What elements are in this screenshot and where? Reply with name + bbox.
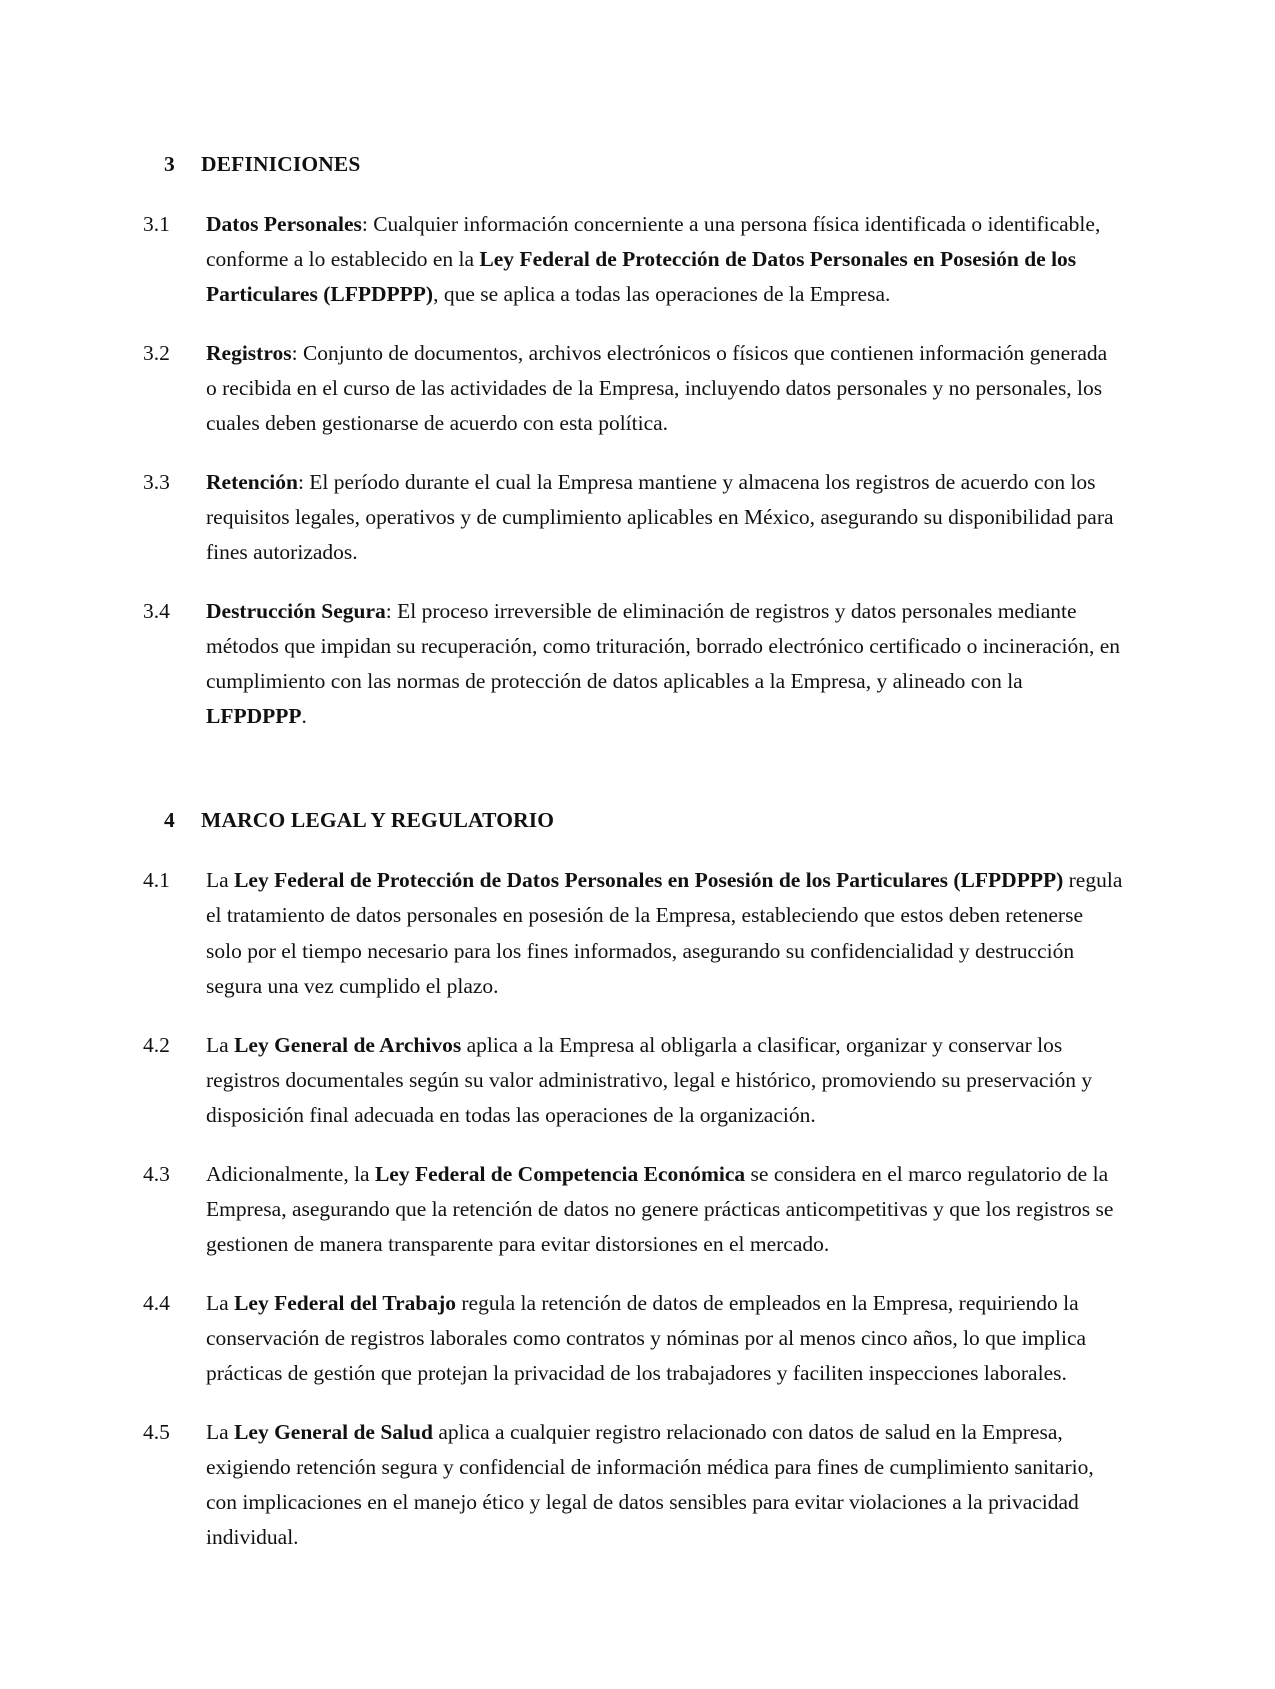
clause-number: 3.1: [143, 212, 170, 237]
clause-run: , que se aplica a todas las operaciones de la Empresa.: [433, 282, 891, 307]
clause-run: aplica a cualquier registro relacionado con datos de salud en la Empresa, exigiendo retención segura y confidencial de información médica para fines de cumplimiento sanitario, con implicaciones en el manejo ético y legal de datos sensibles para evitar violaciones a la privacidad individual.: [206, 1419, 1094, 1549]
clause-text: [206, 594, 1123, 734]
clause-text: [206, 1028, 1123, 1133]
clause: [143, 336, 1123, 441]
clause: [143, 1028, 1123, 1133]
section-title: MARCO LEGAL Y REGULATORIO: [201, 808, 555, 833]
clause-run: : Conjunto de documentos, archivos electrónicos o físicos que contienen información generada o recibida en el curso de las actividades de la Empresa, incluyendo datos personales y no personales, los cuales deben gestionarse de acuerdo con esta política.: [206, 341, 1108, 436]
clause-run: : El proceso irreversible de eliminación de registros y datos personales mediante métodos que impidan su recuperación, como trituración, borrado electrónico certificado o incineración, en cumplimiento con las normas de protección de datos aplicables a la Empresa, y alineado con la: [206, 599, 1120, 694]
clause: [143, 1286, 1123, 1391]
clause-term: Destrucción Segura: [206, 599, 386, 624]
clause-term: Ley Federal de Competencia Económica: [374, 1161, 746, 1186]
section-block: [143, 806, 1123, 1555]
clause-text: [206, 465, 1123, 570]
clause-term: Retención: [206, 470, 298, 495]
clause: [143, 1157, 1123, 1262]
clause-run: La: [206, 1032, 235, 1057]
clause-run: La: [206, 868, 235, 893]
clause-number: 4.4: [143, 1290, 170, 1315]
clause-number: 4.1: [143, 868, 170, 893]
clause-number: 4.5: [143, 1419, 170, 1444]
clause-number: 4.3: [143, 1161, 170, 1186]
clause-run: regula el tratamiento de datos personales en posesión de la Empresa, estableciendo que estos deben retenerse solo por el tiempo necesario para los fines informados, asegurando su confidencialidad y destrucción segura una vez cumplido el plazo.: [206, 868, 1123, 998]
clause-run: La: [206, 1419, 235, 1444]
clause-run: : El período durante el cual la Empresa mantiene y almacena los registros de acuerdo con los requisitos legales, operativos y de cumplimiento aplicables en México, asegurando su disponibilidad para fines autorizados.: [206, 470, 1114, 565]
clause-run: La: [206, 1290, 235, 1315]
clause-run: regula la retención de datos de empleados en la Empresa, requiriendo la conservación de registros laborales como contratos y nóminas por al menos cinco años, lo que implica prácticas de gestión que protejan la privacidad de los trabajadores y faciliten inspecciones laborales.: [206, 1290, 1087, 1385]
section-block: [143, 150, 1123, 734]
clause-number: 3.3: [143, 470, 170, 495]
clause-term: Ley Federal del Trabajo: [234, 1290, 457, 1315]
section-number: 3: [164, 152, 175, 176]
clause: [143, 207, 1123, 312]
clause: [143, 594, 1123, 734]
section-title: DEFINICIONES: [201, 152, 361, 176]
clause: [143, 863, 1123, 1003]
clause-text: [206, 336, 1123, 441]
clause-number: 3.4: [143, 599, 170, 624]
clause-text: [206, 1157, 1123, 1262]
clause-number: 3.2: [143, 341, 170, 366]
clause-text: [206, 207, 1123, 312]
clause-term: LFPDPPP: [206, 704, 302, 729]
section-heading: [143, 150, 1123, 179]
section-heading: [143, 806, 1123, 835]
clause: [143, 1415, 1123, 1555]
clause-run: : Cualquier información concerniente a una persona física identificada o identificable, conforme a lo establecido en la: [206, 212, 1101, 272]
clause-run: aplica a la Empresa al obligarla a clasificar, organizar y conservar los registros documentales según su valor administrativo, legal e histórico, promoviendo su preservación y disposición final adecuada en todas las operaciones de la organización.: [206, 1032, 1093, 1127]
section-number: 4: [164, 808, 175, 833]
clause-term: Registros: [206, 341, 292, 366]
clause-term: Ley General de Archivos: [234, 1032, 462, 1057]
clause-term: Ley Federal de Protección de Datos Personales en Posesión de los Particulares (LFPDPPP): [234, 868, 1064, 893]
document-body: [143, 150, 1123, 1555]
clause-term: Ley Federal de Protección de Datos Personales en Posesión de los Particulares (LFPDPPP): [206, 247, 1077, 307]
clause: [143, 465, 1123, 570]
clause-term: Datos Personales: [206, 212, 362, 237]
clause-text: [206, 1415, 1123, 1555]
clause-run: se considera en el marco regulatorio de la Empresa, asegurando que la retención de datos no genere prácticas anticompetitivas y que los registros se gestionen de manera transparente para evitar distorsiones en el mercado.: [206, 1161, 1114, 1256]
clause-run: Adicionalmente, la: [206, 1161, 375, 1186]
clause-text: [206, 1286, 1123, 1391]
clause-number: 4.2: [143, 1032, 170, 1057]
clause-run: .: [301, 704, 307, 729]
clause-text: [206, 863, 1123, 1003]
clause-term: Ley General de Salud: [234, 1419, 433, 1444]
